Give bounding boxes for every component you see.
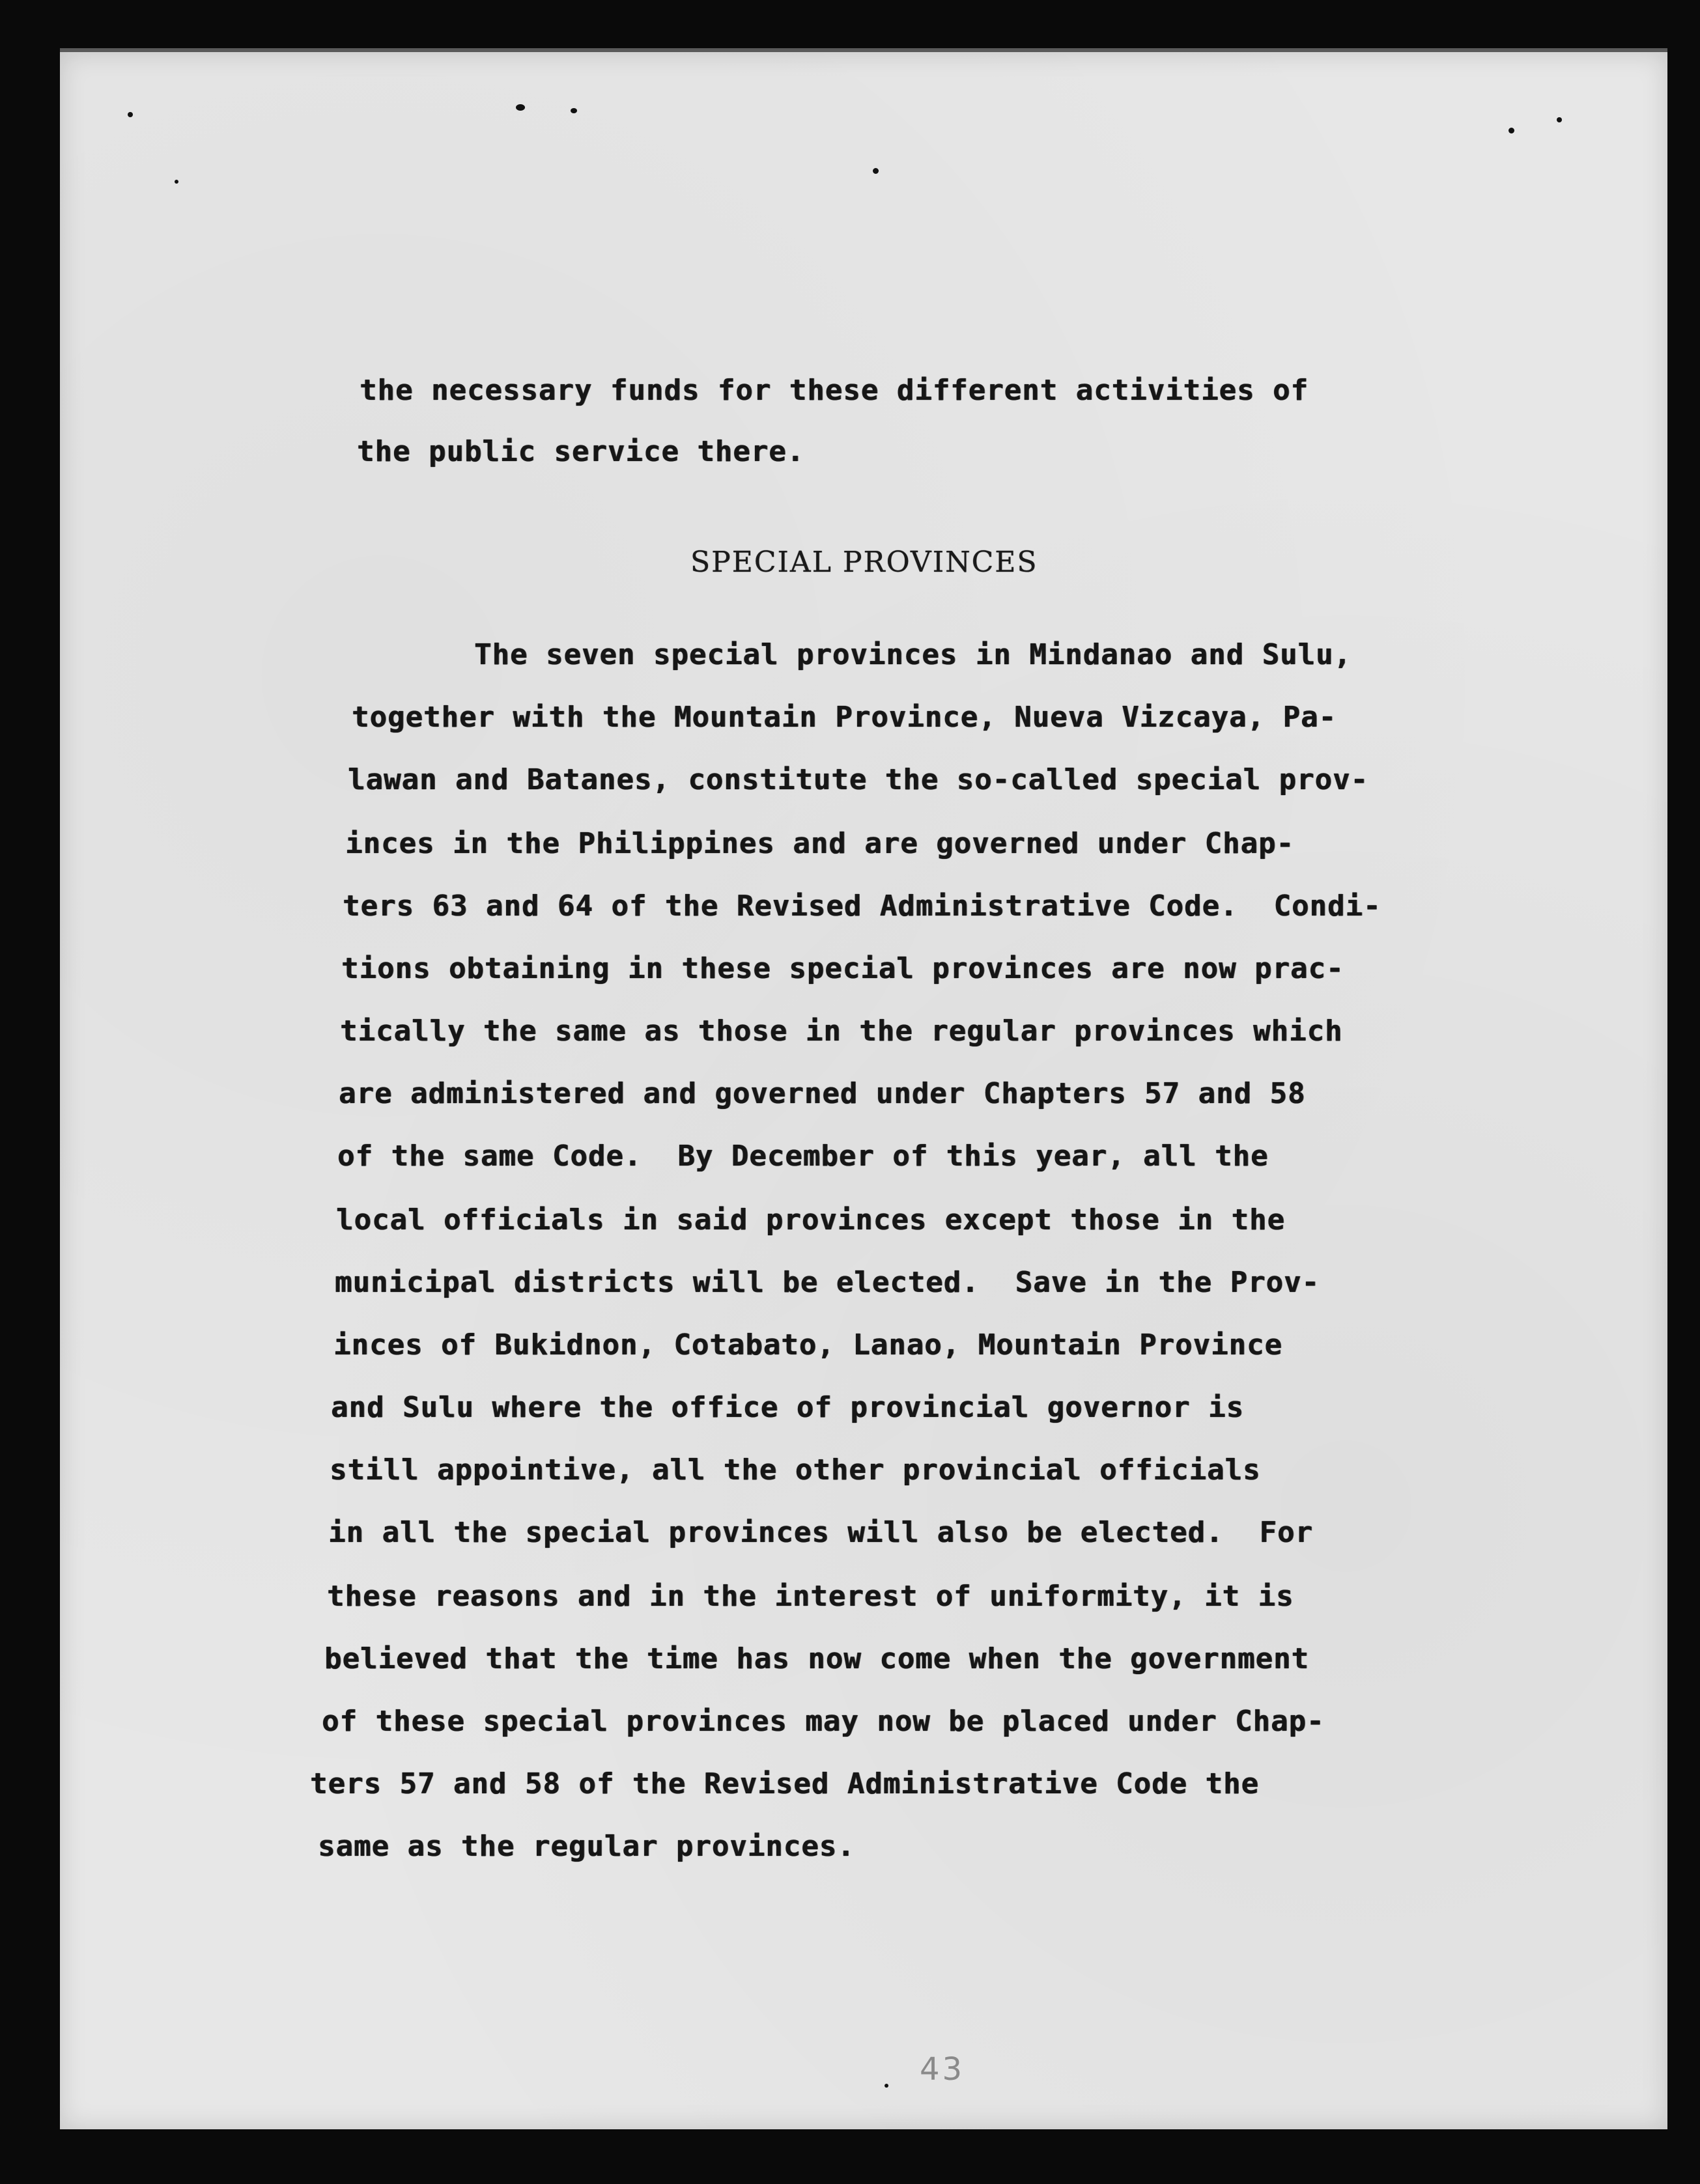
- text-line: are administered and governed under Chapters 57 and 58: [339, 1077, 1306, 1110]
- text-line: of the same Code. By December of this year, all the: [337, 1140, 1269, 1173]
- text-line: tically the same as those in the regular provinces which: [340, 1015, 1343, 1048]
- text-line: and Sulu where the office of provincial governor is: [331, 1391, 1245, 1424]
- text-line: believed that the time has now come when the government: [324, 1642, 1309, 1675]
- text-line: in all the special provinces will also be elected. For: [328, 1516, 1313, 1549]
- text-line: together with the Mountain Province, Nueva Vizcaya, Pa-: [352, 701, 1337, 734]
- text-line: tions obtaining in these special provinces are now prac-: [341, 952, 1344, 985]
- section-heading: SPECIAL PROVINCES: [690, 546, 1038, 579]
- text-line: still appointive, all the other provincial officials: [330, 1453, 1261, 1487]
- text-line: ters 57 and 58 of the Revised Administrative Code the: [310, 1767, 1259, 1800]
- text-line: the public service there.: [357, 435, 805, 468]
- text-line: the necessary funds for these different activities of: [360, 374, 1309, 407]
- text-line: local officials in said provinces except those in the: [336, 1203, 1285, 1237]
- text-line: same as the regular provinces.: [318, 1830, 855, 1863]
- text-line: inces of Bukidnon, Cotabato, Lanao, Mountain Province: [333, 1328, 1282, 1362]
- text-line: these reasons and in the interest of uniformity, it is: [327, 1580, 1294, 1613]
- text-line: lawan and Batanes, constitute the so-called special prov-: [348, 763, 1368, 796]
- text-line: inces in the Philippines and are governed under Chap-: [345, 827, 1294, 860]
- text-line: ters 63 and 64 of the Revised Administrative Code. Condi-: [343, 889, 1381, 923]
- text-line: The seven special provinces in Mindanao and Sulu,: [474, 638, 1352, 671]
- text-line: municipal districts will be elected. Save in the Prov-: [335, 1266, 1320, 1299]
- text-line: of these special provinces may now be placed under Chap-: [322, 1705, 1325, 1738]
- page-number: 43: [920, 2051, 965, 2088]
